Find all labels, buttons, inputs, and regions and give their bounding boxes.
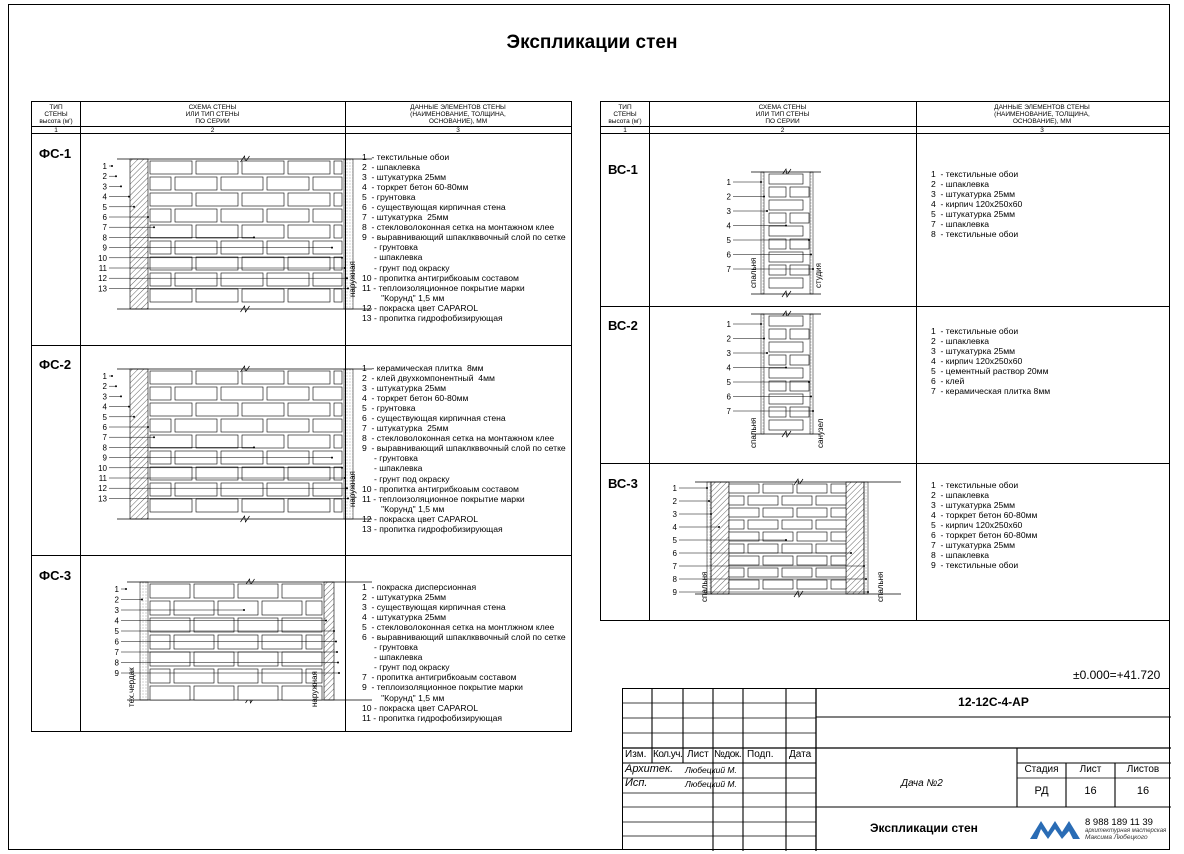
- layer-number: 2: [726, 334, 731, 344]
- header-num-2: 2: [210, 127, 215, 134]
- layer-number: 3: [102, 182, 107, 192]
- layer-number: 2: [672, 497, 677, 506]
- layer-number: 4: [672, 523, 677, 532]
- side-left-vs1: спальня: [749, 257, 758, 288]
- layer-number: 5: [672, 536, 677, 545]
- title-block: [622, 688, 1170, 850]
- layer-number: 8: [102, 443, 107, 453]
- stamp-sheet-header: Лист: [1079, 764, 1102, 775]
- layer-number: 4: [102, 192, 107, 202]
- layer-number: 4: [726, 221, 731, 231]
- layer-number: 10: [98, 253, 107, 263]
- layer-number: 3: [672, 510, 677, 519]
- layer-number: 12: [98, 484, 107, 494]
- legend-vs3: 1 - текстильные обои 2 - шпаклевка 3 - штукатурка 25мм 4 - торкрет бетон 60-80мм 5 - кирпич 120х250х60 6 - торкрет бетон 60-80мм 7 - штукатурка 25мм 8 - шпаклевка 9 - текстильные обои: [931, 480, 1038, 571]
- layer-number: 9: [672, 588, 677, 597]
- wall-type-fs2: ФС-2: [39, 357, 72, 372]
- legend-fs1: 1 - текстильные обои 2 - шпаклевка 3 - штукатурка 25мм 4 - торкрет бетон 60-80мм 5 - грунтовка 6 - существующая кирпичная стена 7 - штукатурка 25мм 8 - стекловолоконная сетка на монтажном клее 9 - выравнивающий шпаклкввочный слой по сетке - грунтовка - шпаклевка - грунт под окраску 10 - пропитка антигрибкоаым составом 11 - теплоизоляционное покрытие марки "Корунд" 1,5 мм 12 - покраска цвет CAPAROL 13 - пропитка гидрофобизирующая: [362, 152, 566, 323]
- layer-number: 8: [114, 658, 119, 668]
- diagram-vs2: [711, 320, 911, 470]
- header-num-2-r: 2: [780, 127, 785, 134]
- legend-fs2: 1 - керамическая плитка 8мм 2 - клей двухкомпонентный 4мм 3 - штукатурка 25мм 4 - торкрет бетон 60-80мм 5 - грунтовка 6 - существующая кирпичная стена 7 - штукатурка 25мм 8 - стекловолоконная сетка на монтажном клее 9 - выравнивающий шпаклкввочный слой по сетке - грунтовка - шпаклевка - грунт под окраску 10 - пропитка антигрибкоаым составом 11 - теплоизоляционное покрытие марки "Корунд" 1,5 мм 12 - покраска цвет CAPAROL 13 - пропитка гидрофобизирующая: [362, 363, 566, 534]
- layer-number: 4: [726, 363, 731, 373]
- stamp-sheets-header: Листов: [1126, 764, 1160, 775]
- stamp-col-date: Дата: [789, 749, 812, 760]
- layer-number: 7: [102, 433, 107, 443]
- side-label-left-fs3: тех.чердак: [127, 667, 136, 707]
- layer-number: 11: [98, 474, 107, 483]
- stamp-role-architect: Архитек.: [625, 763, 674, 775]
- left-explication-table: [31, 101, 572, 732]
- diagram-vs1: [711, 160, 911, 330]
- layer-number: 6: [114, 637, 119, 647]
- layer-number: 7: [114, 648, 119, 657]
- layer-number: 9: [102, 243, 107, 253]
- stamp-sheet: 16: [1084, 785, 1097, 797]
- sheet-title: Экспликации стен: [506, 32, 678, 53]
- brick-wall-vs1: [751, 169, 821, 297]
- studio-name-1: архитектурная мастерская: [1085, 828, 1167, 834]
- layer-number: 1: [102, 372, 107, 381]
- layer-number: 8: [102, 233, 107, 243]
- side-label-fs1: наружная: [348, 261, 357, 297]
- layer-number: 1: [102, 162, 107, 171]
- elevation-mark: ±0.000=+41.720: [1073, 668, 1161, 682]
- header-data-r: ДАННЫЕ ЭЛЕМЕНТОВ СТЕНЫ (НАИМЕНОВАНИЕ, ТОЛЩИНА, ОСНОВАНИЕ), ММ: [994, 104, 1090, 125]
- layer-number: 6: [672, 549, 677, 558]
- layer-number: 3: [726, 207, 731, 216]
- stamp-name-executor: Любецкий М.: [685, 779, 737, 789]
- header-num-3-r: 3: [1040, 127, 1044, 134]
- layer-number: 2: [114, 595, 119, 605]
- layer-number: 4: [114, 616, 119, 626]
- wall-type-fs1: ФС-1: [39, 146, 72, 161]
- legend-fs3: 1 - покраска дисперсионная 2 - штукатурка 25мм 3 - существующая кирпичная стена 4 - штукатурка 25мм 5 - стекловолоконная сетка на монтлжном клее 6 - выравнивающий шпаклкввочный слой по сетке - грунтовка - шпаклевка - грунт под окраску 7 - пропитка антигрибкоаым составом 9 - теплоизоляционное покрытие марки "Корунд" 1,5 мм 10 - покраска цвет CAPAROL 11 - пропитка гидрофобизирующая: [362, 582, 566, 723]
- stamp-col-podp: Подп.: [747, 749, 774, 760]
- header-scheme-r: СХЕМА СТЕНЫ ИЛИ ТИП СТЕНЫ ПО СЕРИИ: [755, 104, 810, 125]
- studio-phone: 8 988 189 11 39: [1085, 817, 1153, 828]
- layer-number: 2: [726, 192, 731, 202]
- brick-wall-vs2: [751, 311, 821, 437]
- layer-number: 2: [102, 172, 107, 182]
- layer-number: 13: [98, 284, 107, 294]
- layer-number: 9: [114, 669, 119, 678]
- right-explication-table: [600, 101, 1170, 621]
- layer-number: 6: [726, 250, 731, 260]
- stamp-stage-header: Стадия: [1024, 764, 1059, 775]
- layer-number: 6: [102, 423, 107, 432]
- brick-wall-vs3: [695, 479, 901, 597]
- studio-name-2: Максима Любецкого: [1085, 834, 1148, 841]
- stamp-sheets: 16: [1136, 785, 1150, 797]
- layer-number: 5: [114, 627, 119, 636]
- diagram-fs1: [82, 147, 382, 347]
- header-num-3: 3: [456, 127, 460, 134]
- layer-number: 3: [726, 349, 731, 358]
- layer-number: 5: [102, 412, 107, 422]
- layer-number: 1: [726, 178, 731, 187]
- layer-number: 7: [102, 223, 107, 233]
- layer-number: 8: [672, 575, 677, 584]
- layer-number: 1: [114, 585, 119, 594]
- stamp-col-list: Лист: [687, 749, 709, 760]
- stamp-col-izm: Изм.: [625, 749, 647, 760]
- layer-number: 5: [726, 378, 731, 387]
- layer-number: 12: [98, 274, 107, 284]
- layer-number: 7: [726, 407, 731, 416]
- wall-type-vs2: ВС-2: [608, 318, 638, 333]
- layer-number: 6: [102, 213, 107, 222]
- layer-number: 5: [726, 236, 731, 245]
- legend-vs1: 1 - текстильные обои 2 - шпаклевка 3 - штукатурка 25мм 4 - кирпич 120х250х60 5 - штукатурка 25мм 7 - шпаклевка 8 - текстильные обои: [931, 169, 1023, 240]
- layer-number: 11: [98, 264, 107, 273]
- studio-logo: [1028, 817, 1084, 841]
- layer-number: 5: [102, 202, 107, 212]
- wall-type-vs1: ВС-1: [608, 162, 638, 177]
- diagram-vs3: [661, 474, 921, 624]
- stamp-sheet-title: Экспликации стен: [870, 821, 978, 835]
- layer-number: 7: [672, 562, 677, 571]
- header-data: ДАННЫЕ ЭЛЕМЕНТОВ СТЕНЫ (НАИМЕНОВАНИЕ, ТОЛЩИНА, ОСНОВАНИЕ), ММ: [410, 104, 506, 125]
- layer-number: 7: [726, 265, 731, 274]
- stamp-stage: РД: [1034, 785, 1049, 797]
- stamp-name-architect: Любецкий М.: [685, 765, 737, 775]
- side-right-vs3: спальня: [876, 571, 885, 602]
- layer-number: 3: [102, 392, 107, 402]
- side-right-vs2: санузел: [816, 418, 825, 448]
- side-left-vs2: спальня: [749, 417, 758, 448]
- layer-number: 1: [726, 320, 731, 329]
- header-type-r: ТИП СТЕНЫ высота (м'): [608, 104, 642, 125]
- side-right-vs1: студия: [814, 263, 823, 288]
- stamp-col-kolvo: Кол.уч.: [653, 749, 683, 760]
- header-type: ТИП СТЕНЫ высота (м'): [39, 104, 73, 125]
- layer-number: 13: [98, 494, 107, 504]
- layer-number: 3: [114, 606, 119, 615]
- layer-number: 4: [102, 402, 107, 412]
- layer-number: 9: [102, 453, 107, 463]
- legend-vs2: 1 - текстильные обои 2 - шпаклевка 3 - штукатурка 25мм 4 - кирпич 120х250х60 5 - цементный раствор 20мм 6 - клей 7 - керамическая плитка 8мм: [931, 326, 1051, 397]
- project-code: 12-12С-4-АР: [958, 695, 1029, 709]
- header-num-1-r: 1: [623, 127, 627, 134]
- side-left-vs3: спальня: [700, 571, 709, 602]
- diagram-fs2: [82, 357, 382, 557]
- layer-number: 2: [102, 382, 107, 392]
- side-label-fs3: наружная: [310, 671, 319, 707]
- layer-number: 1: [672, 484, 677, 493]
- stamp-col-doc: №док.: [714, 749, 742, 760]
- wall-type-fs3: ФС-3: [39, 568, 72, 583]
- stamp-object: Дача №2: [901, 778, 943, 789]
- diagram-fs3: [82, 567, 382, 737]
- wall-type-vs3: ВС-3: [608, 476, 638, 491]
- header-num-1: 1: [54, 127, 58, 134]
- header-scheme: СХЕМА СТЕНЫ ИЛИ ТИП СТЕНЫ ПО СЕРИИ: [185, 104, 240, 125]
- layer-number: 10: [98, 463, 107, 473]
- layer-number: 6: [726, 392, 731, 402]
- stamp-role-executor: Исп.: [625, 777, 648, 789]
- side-label-fs2: наружная: [348, 471, 357, 507]
